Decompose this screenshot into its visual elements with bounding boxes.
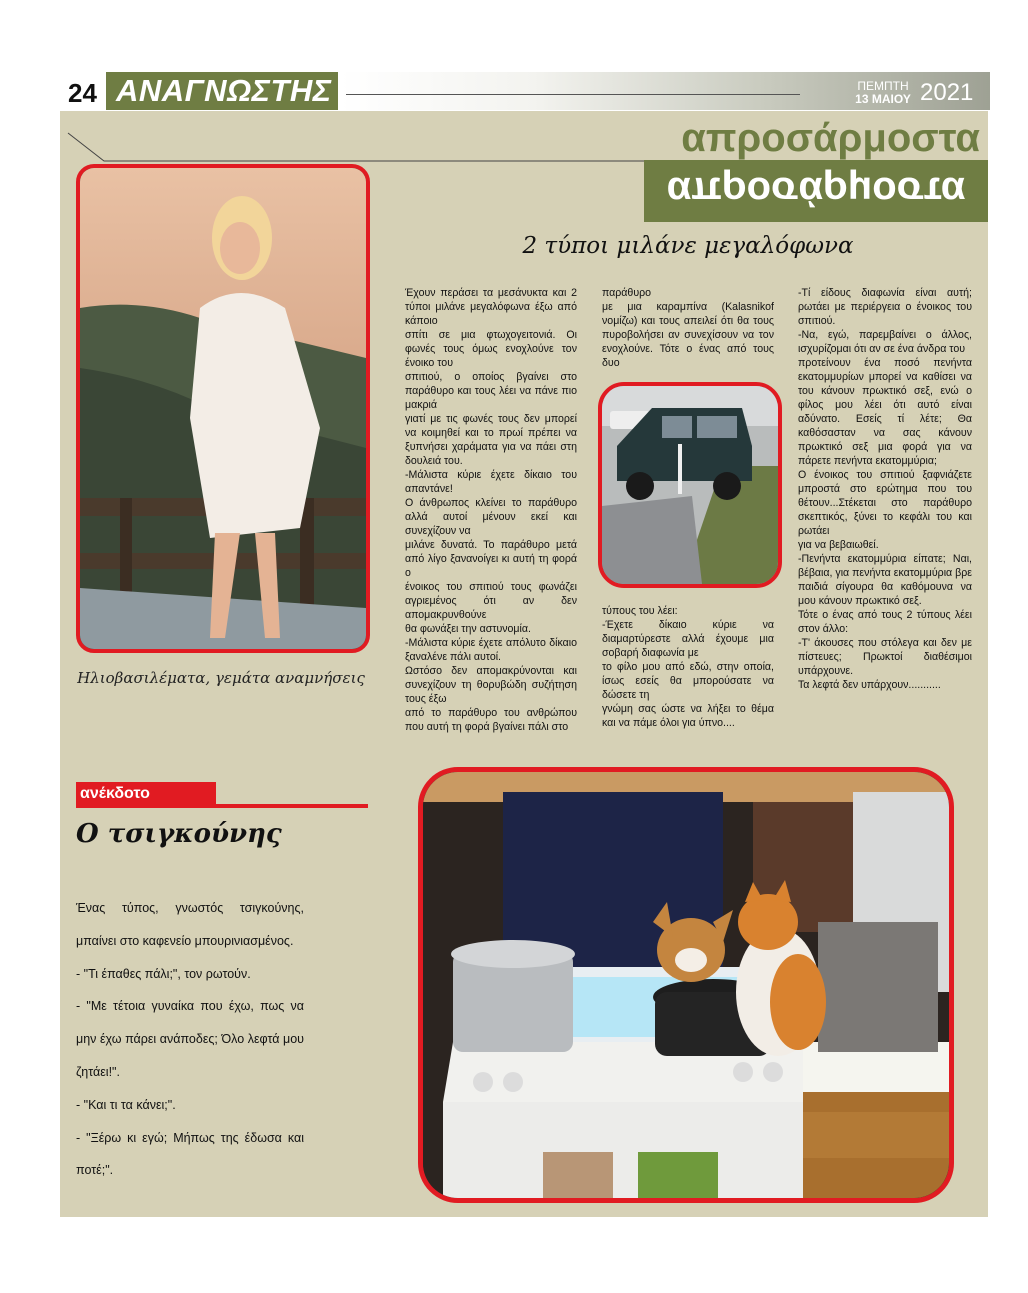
paragraph: το φίλο μου από εδώ, στην οποία, ίσως εσείς θα μπορούσατε να δώσετε τη bbox=[602, 661, 774, 701]
date-date: 13 ΜΑΙΟΥ bbox=[855, 92, 911, 106]
paragraph: Ένας τύπος, γνωστός τσιγκούνης, μπαίνει στο καφενείο μπουρινιασμένος. bbox=[76, 901, 304, 948]
paragraph: από το παράθυρο του ανθρώπου που αυτή τη φορά βγαίνει πάλι στο bbox=[405, 707, 577, 733]
paragraph: -Μάλιστα κύριε έχετε απόλυτο δίκαιο ξαναλένε πάλι αυτοί. bbox=[405, 637, 577, 663]
article-column-3 bbox=[798, 286, 972, 692]
paragraph: τύπους του λέει: bbox=[602, 605, 678, 617]
article-column-1 bbox=[405, 286, 577, 734]
paragraph: γιατί με τις φωνές τους δεν μπορεί να κοιμηθεί και το πρωί πρέπει να ξυπνήσει χαράματα για να πάει στη δουλειά του. bbox=[405, 413, 577, 467]
photo-parked-car bbox=[598, 382, 782, 588]
paragraph: για να βεβαιωθεί. bbox=[798, 539, 879, 551]
paragraph: Ο ένοικος του σπιτιού ξαφνιάζετε μπροστά στο ερώτημα που του θέτουν...Στέκεται στο παράθυρο σκεπτικός, ξύνει το κεφάλι του και ρωτάει bbox=[798, 469, 972, 537]
paragraph: παιδιά σίγουρα θα καθόμουνα να μου κάνουν πρωκτικό σεξ. bbox=[798, 581, 972, 607]
paragraph: παράθυρο bbox=[602, 287, 652, 299]
paragraph: Τα λεφτά δεν υπάρχουν........... bbox=[798, 679, 941, 691]
paragraph: σπιτιού, ο οποίος βγαίνει στο παράθυρο και τους λέει να πάνε πιο μακριά bbox=[405, 371, 577, 411]
paragraph: - "Και τι τα κάνει;". bbox=[76, 1097, 176, 1112]
paragraph: Έχουν περάσει τα μεσάνυκτα και 2 τύποι μιλάνε μεγαλόφωνα έξω από κάποιο bbox=[405, 287, 577, 327]
header-rule bbox=[346, 94, 800, 95]
paragraph: προτείνουν ένα ποσό πενήντα εκατομμυρίων μπορεί να καθίσει να του κάνουν πρωκτικό σεξ, ενώ ο φίλος μου λέει ότι αυτό είναι αδύνατο. Εσείς τί λέτε; Θα καθόσασταν να σας κάνουν πρωκτικό σεξ μια φορά για να πάρετε πενήντα εκατομμύρια; bbox=[798, 357, 972, 467]
anecdote-label: ανέκδοτο bbox=[76, 782, 216, 806]
paragraph: ένοικος του σπιτιού τους φωνάζει αγριεμένος ότι αν δεν απομακρυνθούνε bbox=[405, 581, 577, 621]
paragraph: γνώμη σας ώστε να λήξει το θέμα και να πάμε όλοι για ύπνο.... bbox=[602, 703, 774, 729]
paragraph: -Να, εγώ, παρεμβαίνει ο άλλος, ισχυρίζομαι ότι αν σε ένα άνδρα του bbox=[798, 329, 972, 355]
anecdote-body bbox=[76, 892, 304, 1187]
paragraph: -Πενήντα εκατομμύρια είπατε; Ναι, βέβαια, για πενήντα εκατομμύρια βρε bbox=[798, 553, 972, 579]
paragraph: -Τ' άκουσες που στόλεγα και δεν με πίστευες; Πρωκτοί διαθέσιμοι υπάρχουνε. bbox=[798, 637, 972, 677]
paragraph: σπίτι σε μια φτωχογειτονιά. Οι φωνές τους όμως ενοχλούνε τον ένοικο του bbox=[405, 329, 577, 369]
article-column-2-top bbox=[602, 286, 774, 370]
masthead-title: ΑΝΑΓΝΩΣΤΗΣ bbox=[116, 73, 332, 108]
paragraph: μιλάνε δυνατά. Το παράθυρο μετά από λίγο ξανανοίγει κι αυτή τη φορά ο bbox=[405, 539, 577, 579]
anecdote-rule bbox=[76, 804, 368, 808]
photo-caption: Ηλιοβασιλέματα, γεμάτα αναμνήσεις bbox=[77, 669, 365, 687]
date-year: 2021 bbox=[920, 79, 974, 106]
anecdote-title: Ο τσιγκούνης bbox=[76, 819, 282, 849]
paragraph: Ο άνθρωπος κλείνει το παράθυρο αλλά αυτοί μένουν εκεί και συνεχίζουν να bbox=[405, 497, 577, 537]
date-day: ΠΕΜΠΤΗ bbox=[857, 79, 909, 93]
paragraph: θα φωνάξει την αστυνομία. bbox=[405, 623, 531, 635]
paragraph: -Έχετε δίκαιο κύριε να διαμαρτύρεστε αλλά έχουμε μια σοβαρή διαφωνία με bbox=[602, 619, 774, 659]
section-title-reflection: απροσάρμοστα bbox=[666, 169, 966, 214]
paragraph: -Μάλιστα κύριε έχετε δίκαιο του απαντάνε! bbox=[405, 469, 577, 495]
section-title: απροσάρμοστα bbox=[681, 116, 980, 160]
paragraph: Ωστόσο δεν απομακρύνονται και συνεχίζουν τη θορυβώδη συζήτηση τους έξω bbox=[405, 665, 577, 705]
paragraph: - "Με τέτοια γυναίκα που έχω, πως να μην έχω πάρει ανάποδες; Όλο λεφτά μου ζητάει!". bbox=[76, 999, 304, 1079]
photo-dog-cat-kitchen bbox=[418, 767, 954, 1203]
paragraph: -Τί είδους διαφωνία είναι αυτή; ρωτάει με περιέργεια ο ένοικος του σπιτιού. bbox=[798, 287, 972, 327]
page-number: 24 bbox=[68, 78, 97, 108]
article-column-2-bottom bbox=[602, 604, 774, 730]
paragraph: - "Ξέρω κι εγώ; Μήπως της έδωσα και ποτέ;". bbox=[76, 1130, 304, 1178]
paragraph: Τότε ο ένας από τους 2 τύπους λέει στον άλλο: bbox=[798, 609, 972, 635]
paragraph: με μια καραμπίνα (Kalasnikof νομίζω) και τους απειλεί ότι θα τους πυροβολήσει αν συνεχίσουν να τον ενοχλούνε. Τότε ο ένας από τους δυο bbox=[602, 301, 774, 369]
photo-woman-sunset bbox=[76, 164, 370, 653]
paragraph: - "Τι έπαθες πάλι;", τον ρωτούν. bbox=[76, 966, 251, 981]
article-title: 2 τύποι μιλάνε μεγαλόφωνα bbox=[522, 233, 854, 259]
